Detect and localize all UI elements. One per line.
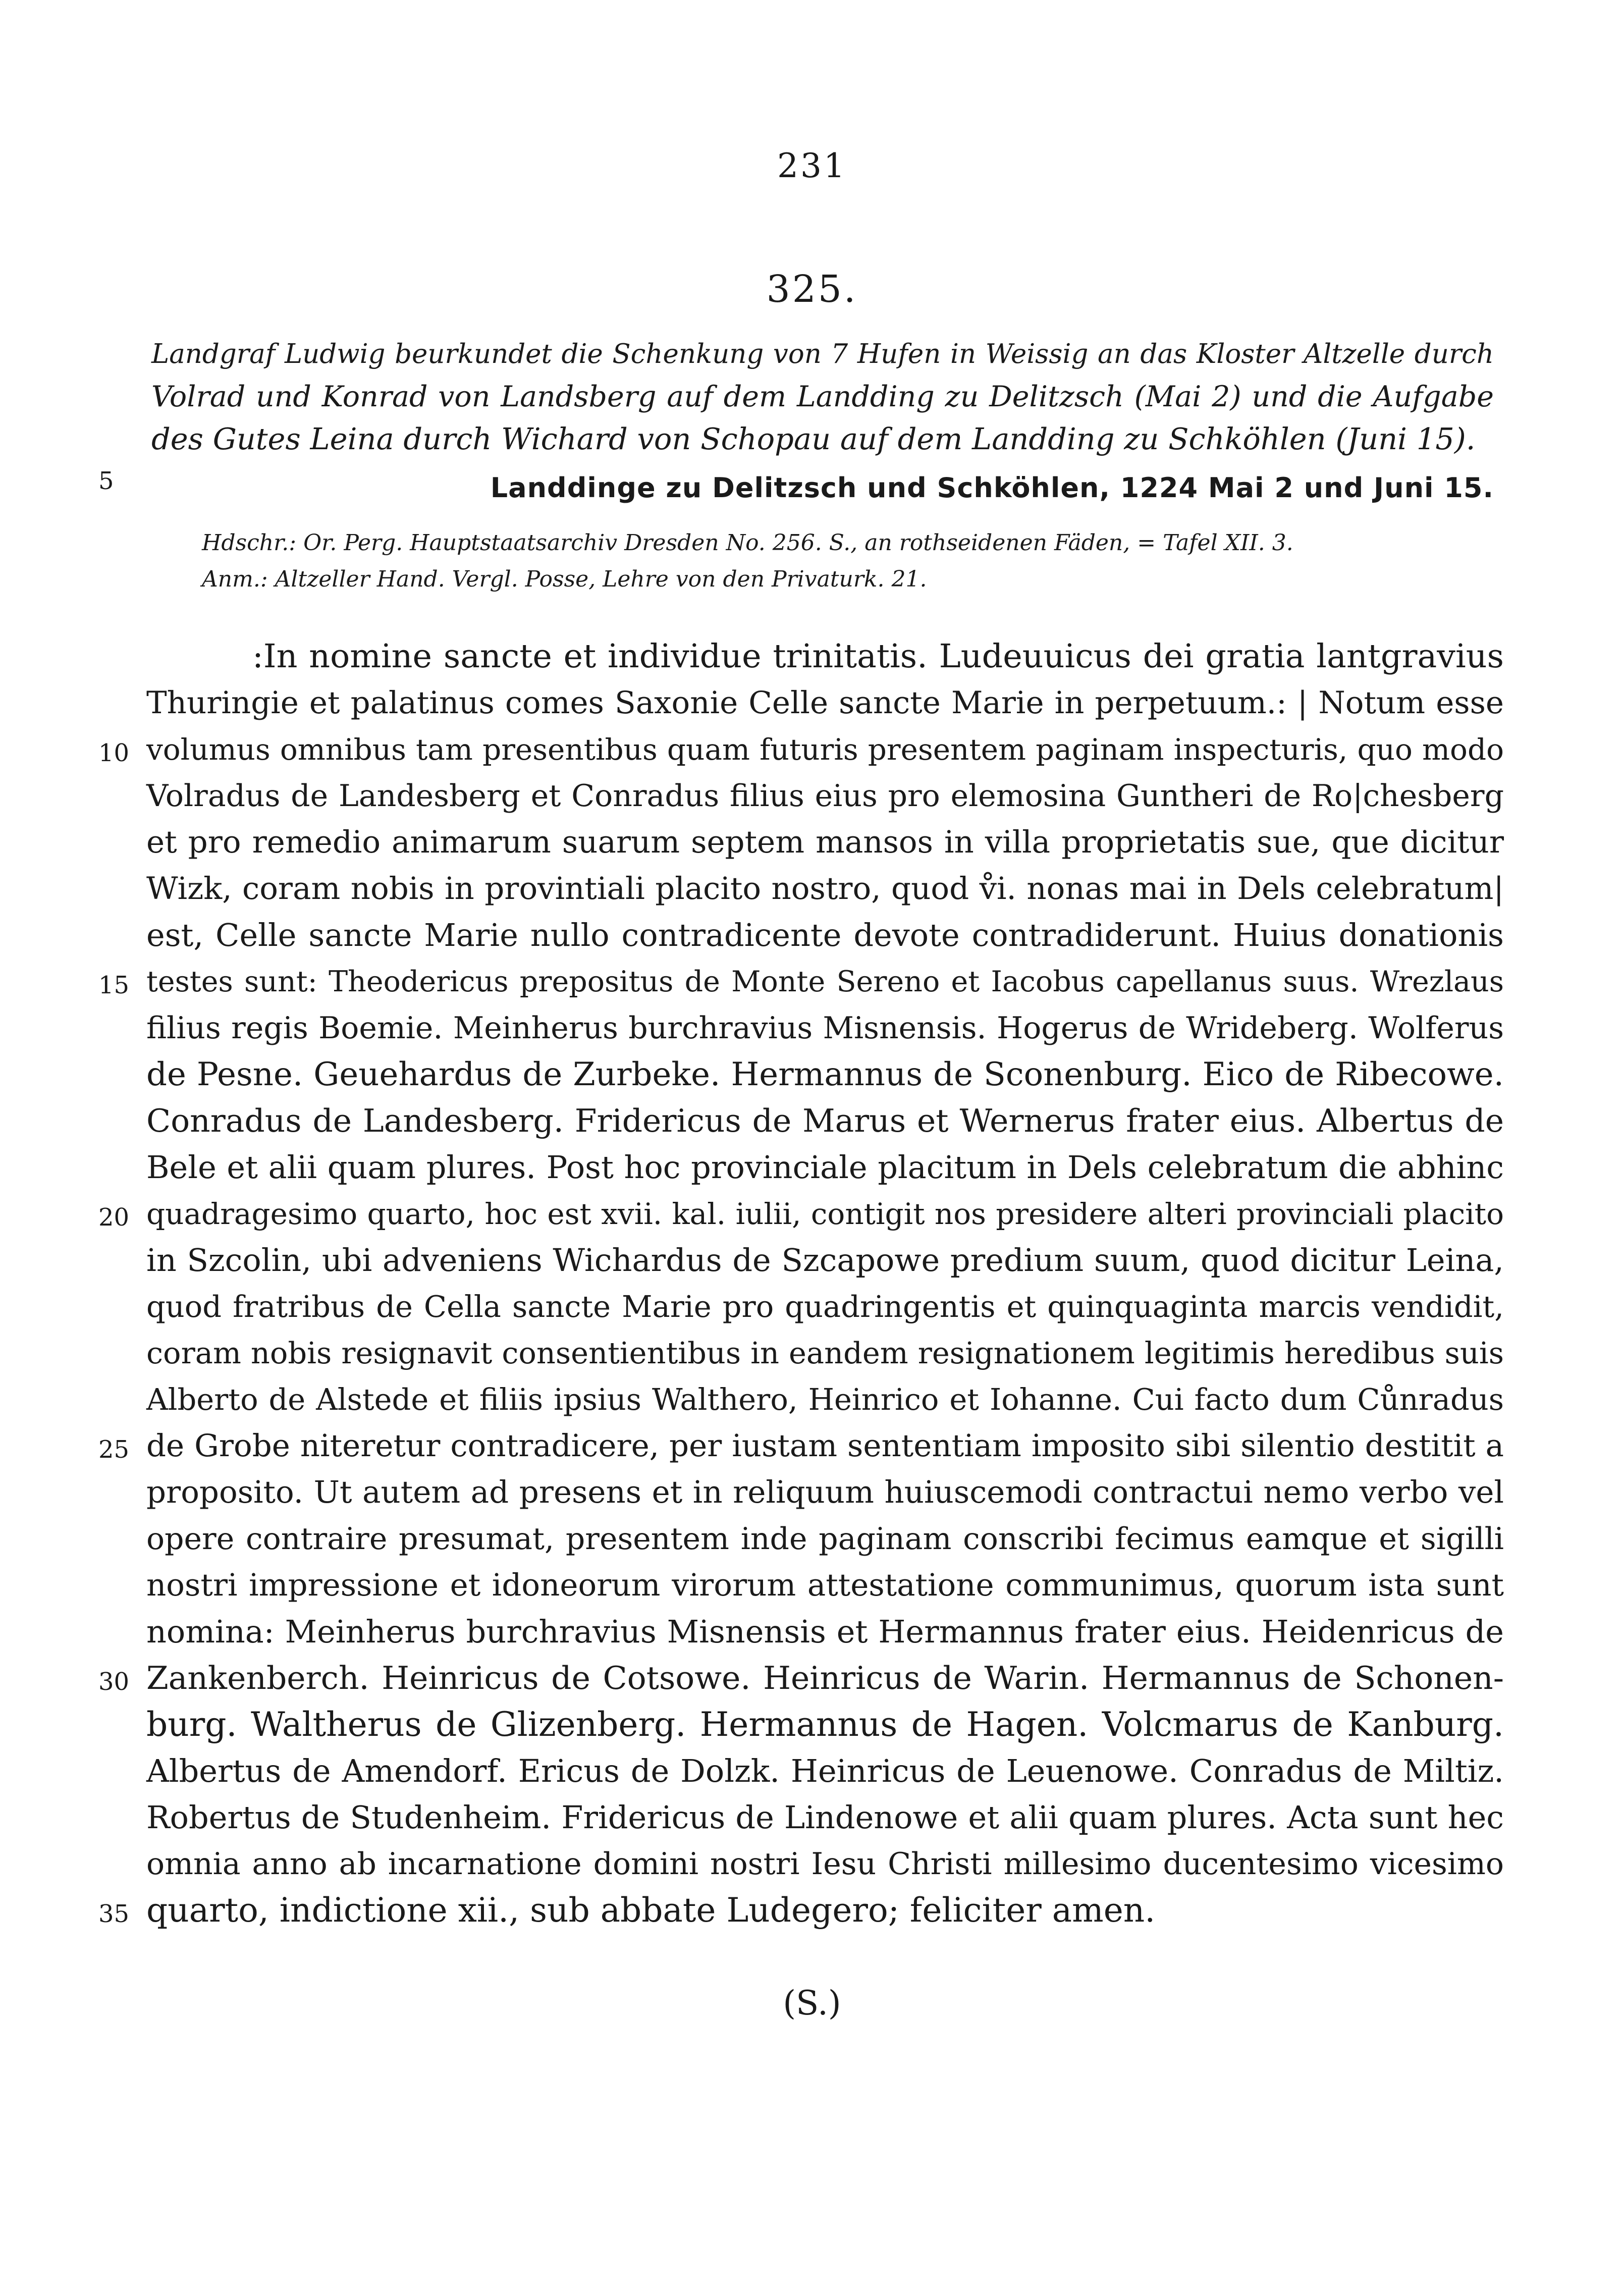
text-line: testes sunt: Theodericus prepositus de Monte Sereno et Iacobus capellanus suus. Wrezlaus — [146, 965, 1504, 998]
line-number: 30 — [98, 1668, 130, 1696]
text-line: Robertus de Studenheim. Fridericus de Lindenowe et alii quam plures. Acta sunt hec — [146, 1799, 1504, 1836]
text-line: opere contraire presumat, presentem inde paginam conscribi fecimus eamque et sigilli — [146, 1521, 1504, 1557]
text-line: omnia anno ab incarnatione domini nostri Iesu Christi millesimo ducentesimo vicesimo — [146, 1846, 1504, 1882]
text-line: Wizk, coram nobis in provintiali placito nostro, quod v̊i. nonas mai in Dels celebratum| — [146, 871, 1504, 907]
apparatus-notes — [202, 525, 1293, 598]
text-line: in Szcolin, ubi adveniens Wichardus de Szcapowe predium suum, quod dicitur Leina, — [146, 1242, 1504, 1279]
line-number: 20 — [98, 1203, 130, 1232]
text-line: nostri impressione et idoneorum virorum attestatione communimus, quorum ista sunt — [146, 1567, 1504, 1603]
text-line: coram nobis resignavit consentientibus in eandem resignationem legitimis heredibus suis — [146, 1336, 1504, 1370]
text-line: est, Celle sancte Marie nullo contradicente devote contradiderunt. Huius donationis — [146, 917, 1504, 953]
line-number: 5 — [98, 467, 114, 495]
text-line: Bele et alii quam plures. Post hoc provinciale placitum in Dels celebratum die abhinc — [146, 1149, 1504, 1186]
text-line: volumus omnibus tam presentibus quam futuris presentem paginam inspecturis, quo modo — [146, 732, 1504, 767]
text-line: filius regis Boemie. Meinherus burchravius Misnensis. Hogerus de Wrideberg. Wolferus — [146, 1011, 1504, 1046]
page-number: 231 — [777, 146, 847, 185]
text-line: Thuringie et palatinus comes Saxonie Celle sancte Marie in perpetuum.: | Notum esse — [146, 685, 1504, 721]
document-number: 325. — [766, 268, 858, 311]
regest-line: des Gutes Leina durch Wichard von Schopau auf dem Landding zu Schköhlen (Juni 15). — [151, 421, 1476, 456]
text-line: de Grobe niteretur contradicere, per iustam sententiam imposito sibi silentio destitit a — [146, 1428, 1504, 1464]
text-line: :In nomine sancte et individue trinitatis. Ludeuuicus dei gratia lantgravius — [252, 637, 1504, 675]
document-heading: Landdinge zu Delitzsch und Schköhlen, 1224 Mai 2 und Juni 15. — [490, 472, 1494, 504]
regest-line: Volrad und Konrad von Landsberg auf dem Landding zu Delitzsch (Mai 2) und die Aufgabe — [151, 380, 1494, 413]
note-remark: Anm.: Altzeller Hand. Vergl. Posse, Lehre von den Privaturk. 21. — [202, 566, 927, 592]
text-line: quadragesimo quarto, hoc est xvii. kal. iulii, contigit nos presidere alteri provinciali placito — [146, 1197, 1504, 1231]
text-line: proposito. Ut autem ad presens et in reliquum huiuscemodi contractui nemo verbo vel — [146, 1474, 1504, 1510]
seal-mark: (S.) — [783, 1984, 841, 2023]
regest — [151, 333, 1494, 460]
charter-text — [146, 633, 1504, 1934]
text-line: nomina: Meinherus burchravius Misnensis et Hermannus frater eius. Heidenricus de — [146, 1613, 1504, 1650]
line-number: 15 — [98, 971, 130, 999]
text-line: Conradus de Landesberg. Fridericus de Marus et Wernerus frater eius. Albertus de — [146, 1102, 1504, 1139]
text-line: Zankenberch. Heinricus de Cotsowe. Heinricus de Warin. Hermannus de Schonen- — [146, 1660, 1504, 1696]
text-line: quod fratribus de Cella sancte Marie pro quadringentis et quinquaginta marcis vendidit, — [146, 1289, 1504, 1324]
text-line: Albertus de Amendorf. Ericus de Dolzk. Heinricus de Leuenowe. Conradus de Miltiz. — [146, 1752, 1504, 1789]
text-line: burg. Waltherus de Glizenberg. Hermannus de Hagen. Volcmarus de Kanburg. — [146, 1705, 1504, 1744]
text-line: Alberto de Alstede et filiis ipsius Walthero, Heinrico et Iohanne. Cui facto dum Cůnradus — [146, 1382, 1504, 1417]
line-number: 10 — [98, 739, 130, 767]
text-line: Volradus de Landesberg et Conradus filius eius pro elemosina Guntheri de Ro|chesberg — [146, 778, 1504, 814]
regest-line: Landgraf Ludwig beurkundet die Schenkung von 7 Hufen in Weissig an das Kloster Altzelle durch — [151, 339, 1494, 369]
line-number: 35 — [98, 1900, 130, 1928]
text-line: et pro remedio animarum suarum septem mansos in villa proprietatis sue, que dicitur — [146, 824, 1504, 860]
note-manuscript: Hdschr.: Or. Perg. Hauptstaatsarchiv Dresden No. 256. S., an rothseidenen Fäden, = Tafel XII. 3. — [202, 530, 1293, 556]
text-line: quarto, indictione xii., sub abbate Ludegero; feliciter amen. — [146, 1891, 1156, 1930]
text-line: de Pesne. Geuehardus de Zurbeke. Hermannus de Sconenburg. Eico de Ribecowe. — [146, 1056, 1504, 1093]
line-number: 25 — [98, 1436, 130, 1464]
